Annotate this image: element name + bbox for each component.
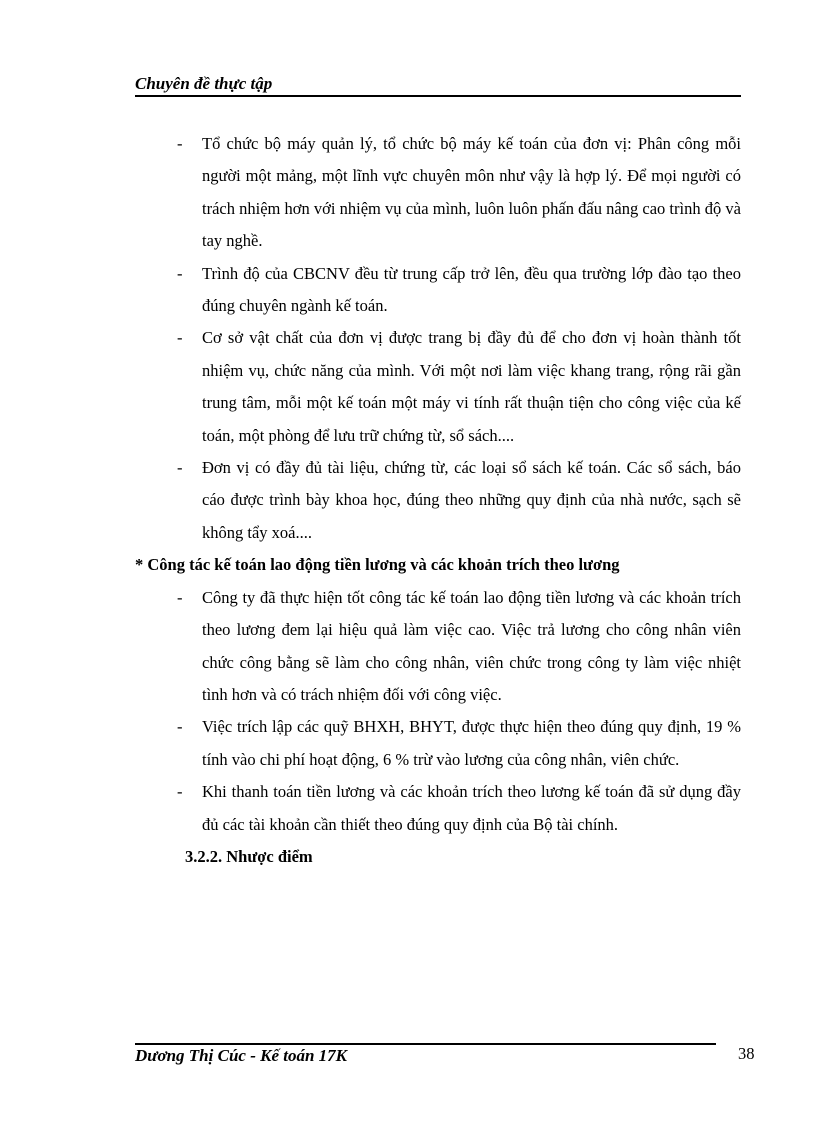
bullet-dash: - (177, 328, 183, 348)
bullet-text: Công ty đã thực hiện tốt công tác kế toán lao động tiền lương và các khoản trích theo lương đem lại hiệu quả làm việc cao. Việc trả lương cho công nhân viên chức công bằng sẽ làm cho công nhân, viên chức trong công ty làm việc nhiệt tình hơn và có trách nhiệm đối với công việc. (202, 587, 741, 704)
bullet-dash: - (177, 134, 183, 153)
bullet-text: Cơ sở vật chất của đơn vị được trang bị đầy đủ để cho đơn vị hoàn thành tốt nhiệm vụ, chức năng của mình. Với một nơi làm việc khang trang, rộng rãi gần trung tâm, mỗi một kế toán một máy vi tính rất thuận tiện cho công việc của kế toán, một phòng để lưu trữ chứng từ, sổ sách.... (202, 328, 741, 445)
footer-divider (135, 1043, 716, 1045)
bullet-text: Trình độ của CBCNV đều từ trung cấp trở lên, đều qua trường lớp đào tạo theo đúng chuyên ngành kế toán. (202, 263, 741, 316)
bullet-dash: - (177, 587, 183, 607)
bullet-dash: - (177, 782, 183, 802)
page-number: 38 (738, 1044, 755, 1063)
bullet-item (135, 452, 741, 549)
bullet-dash: - (177, 263, 183, 283)
header-divider (135, 95, 741, 97)
bullet-text: Khi thanh toán tiền lương và các khoản trích theo lương kế toán đã sử dụng đầy đủ các tài khoản cần thiết theo đúng quy định của Bộ tài chính. (202, 782, 741, 834)
bullet-item (135, 128, 741, 258)
section-heading: * Công tác kế toán lao động tiền lương và các khoản trích theo lương (135, 555, 620, 575)
document-body (135, 128, 741, 873)
bullet-text: Việc trích lập các quỹ BHXH, BHYT, được thực hiện theo đúng quy định, 19 % tính vào chi phí hoạt động, 6 % trừ vào lương của công nhân, viên chức. (202, 717, 741, 769)
bullet-dash: - (177, 458, 183, 478)
subsection-heading: 3.2.2. Nhược điểm (185, 846, 313, 866)
bullet-item (135, 582, 741, 712)
bullet-item (135, 322, 741, 452)
bullet-dash: - (177, 717, 183, 737)
bullet-item (135, 258, 741, 323)
bullet-text: Tổ chức bộ máy quản lý, tổ chức bộ máy kế toán của đơn vị: Phân công mỗi người một mảng, một lĩnh vực chuyên môn như vậy là hợp lý. Để mọi người có trách nhiệm hơn với nhiệm vụ của mình, luôn luôn phấn đấu nâng cao trình độ và tay nghề. (202, 134, 741, 251)
page-header-title: Chuyên đề thực tập (135, 74, 273, 93)
bullet-item (135, 776, 741, 841)
footer-author: Dương Thị Cúc - Kế toán 17K (135, 1046, 348, 1065)
bullet-text: Đơn vị có đầy đủ tài liệu, chứng từ, các loại sổ sách kế toán. Các sổ sách, báo cáo được trình bày khoa học, đúng theo những quy định của nhà nước, sạch sẽ không tẩy xoá.... (202, 458, 741, 542)
bullet-item (135, 711, 741, 776)
